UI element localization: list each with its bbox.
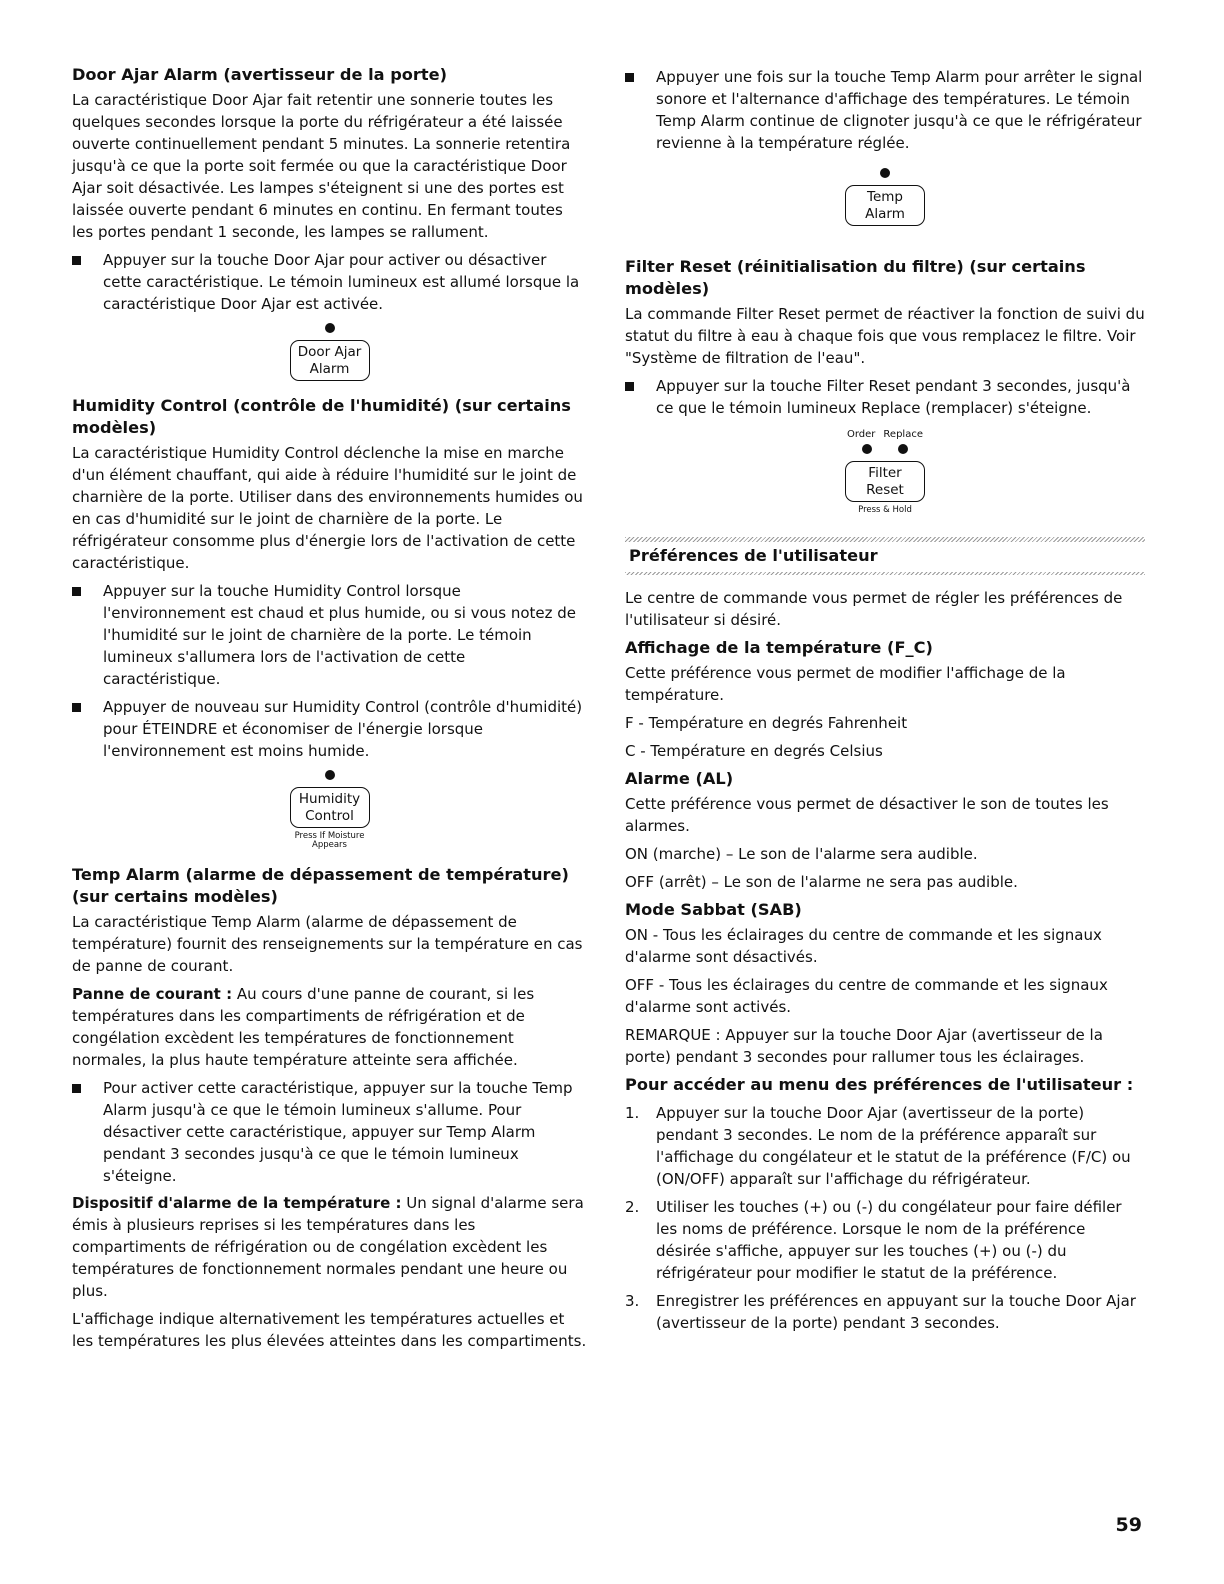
power-failure-text: Au cours d'une panne de courant, si les températures dans les compartiments de réfrigération et de congélation excèdent les températures de fonctionnement normales, la plus haute température atteinte sera affichée. — [72, 985, 535, 1069]
alarm-off: OFF (arrêt) – Le son de l'alarme ne sera pas audible. — [625, 873, 1018, 891]
filter-reset-heading: Filter Reset (réinitialisation du filtre) (sur certains modèles) — [625, 257, 1086, 298]
alarm-on: ON (marche) – Le son de l'alarme sera audible. — [625, 845, 978, 863]
page-number: 59 — [1115, 1514, 1142, 1536]
order-indicator-light — [862, 444, 872, 454]
temp-alarm-device-paragraph — [72, 1192, 587, 1302]
access-step — [625, 1196, 1145, 1284]
left-column — [72, 64, 587, 1358]
sabbath-off: OFF - Tous les éclairages du centre de commande et les signaux d'alarme sont activés. — [625, 976, 1108, 1016]
temp-alarm-indicator-light — [880, 168, 890, 178]
temp-alarm-paragraph: La caractéristique Temp Alarm (alarme de dépassement de température) fournit des renseignements sur la température en cas de panne de courant. — [72, 913, 583, 975]
filter-reset-paragraph: La commande Filter Reset permet de réactiver la fonction de suivi du statut du filtre à eau à chaque fois que vous remplacez le filtre. Voir "Système de filtration de l'eau". — [625, 305, 1145, 367]
humidity-button-figure — [72, 770, 587, 850]
temp-alarm-stop-bullet: Appuyer une fois sur la touche Temp Alarm pour arrêter le signal sonore et l'alternance d'affichage des températures. Le témoin Temp Alarm continue de clignoter jusqu'à ce que le réfrigérateur revienne à la température réglée. — [625, 66, 1145, 154]
filter-reset-button-figure — [625, 429, 1145, 515]
access-step-text: Appuyer sur la touche Door Ajar (avertisseur de la porte) pendant 3 secondes. Le nom de la préférence apparaît sur l'affichage du congélateur et le statut de la préférence (F/C) ou (ON/OFF) apparaît sur l'affichage du réfrigérateur. — [656, 1104, 1131, 1188]
access-step-number: 2. — [625, 1198, 640, 1216]
alarm-paragraph: Cette préférence vous permet de désactiver le son de toutes les alarmes. — [625, 795, 1109, 835]
access-step-text: Utiliser les touches (+) ou (-) du congélateur pour faire défiler les noms de préférence. Lorsque le nom de la préférence désirée s'affiche, appuyer sur les touches (+) ou (-) du réfrigérateur pour modifier le statut de la préférence. — [656, 1198, 1122, 1282]
door-ajar-heading: Door Ajar Alarm (avertisseur de la porte) — [72, 65, 448, 84]
temp-display-f: F - Température en degrés Fahrenheit — [625, 714, 908, 732]
door-ajar-button-figure — [72, 323, 587, 381]
access-step — [625, 1290, 1145, 1334]
filter-reset-button: Filter Reset — [845, 461, 925, 502]
access-menu-heading: Pour accéder au menu des préférences de l'utilisateur : — [625, 1075, 1134, 1094]
temp-alarm-device-label: Dispositif d'alarme de la température : — [72, 1194, 402, 1212]
order-label: Order — [847, 429, 876, 440]
temp-display-heading: Affichage de la température (F_C) — [625, 638, 933, 657]
filter-reset-caption: Press & Hold — [858, 505, 912, 515]
sabbath-on: ON - Tous les éclairages du centre de commande et les signaux d'alarme sont désactivés. — [625, 926, 1102, 966]
humidity-indicator-light — [325, 770, 335, 780]
humidity-bullet-1: Appuyer sur la touche Humidity Control lorsque l'environnement est chaud et plus humide, ou si vous notez de l'humidité sur le joint de charnière de la porte. Le témoin lumineux s'allumera lors de l'activation de cette caractéristique. — [72, 580, 587, 690]
temp-display-paragraph: Cette préférence vous permet de modifier l'affichage de la température. — [625, 664, 1066, 704]
temp-alarm-bullet: Pour activer cette caractéristique, appuyer sur la touche Temp Alarm jusqu'à ce que le témoin lumineux s'allume. Pour désactiver cette caractéristique, appuyer sur Temp Alarm pendant 3 secondes jusqu'à ce que le témoin lumineux s'éteigne. — [72, 1077, 587, 1187]
temp-alarm-button: Temp Alarm — [845, 185, 925, 226]
preferences-section-band — [625, 537, 1145, 575]
preferences-intro: Le centre de commande vous permet de régler les préférences de l'utilisateur si désiré. — [625, 589, 1123, 629]
door-ajar-bullet: Appuyer sur la touche Door Ajar pour activer ou désactiver cette caractéristique. Le témoin lumineux est allumé lorsque la caractéristique Door Ajar est activée. — [72, 249, 587, 315]
power-failure-paragraph — [72, 983, 587, 1071]
temp-alarm-button-figure — [625, 168, 1145, 226]
preferences-section-title: Préférences de l'utilisateur — [629, 546, 878, 565]
humidity-button-caption: Press If Moisture Appears — [294, 831, 365, 850]
filter-led-labels — [625, 429, 1145, 441]
temp-alarm-device-text: Un signal d'alarme sera émis à plusieurs reprises si les températures dans les compartiments de réfrigération ou de congélation excèdent les températures de fonctionnement normales pendant une heure ou plus. — [72, 1194, 584, 1300]
humidity-heading: Humidity Control (contrôle de l'humidité) (sur certains modèles) — [72, 396, 571, 437]
replace-label: Replace — [883, 429, 923, 440]
humidity-bullet-2: Appuyer de nouveau sur Humidity Control (contrôle d'humidité) pour ÉTEINDRE et économiser de l'énergie lorsque l'environnement est moins humide. — [72, 696, 587, 762]
access-step-number: 1. — [625, 1104, 640, 1122]
power-failure-label: Panne de courant : — [72, 985, 233, 1003]
sabbath-note — [625, 1024, 1145, 1068]
temp-display-c: C - Température en degrés Celsius — [625, 742, 883, 760]
sabbath-note-text: Appuyer sur la touche Door Ajar (avertisseur de la porte) pendant 3 secondes pour rallumer tous les éclairages. — [625, 1026, 1103, 1066]
right-column — [625, 64, 1145, 1339]
door-ajar-indicator-light — [325, 323, 335, 333]
humidity-paragraph: La caractéristique Humidity Control déclenche la mise en marche d'un élément chauffant, qui aide à réduire l'humidité sur le joint de charnière de la porte. Utiliser dans des environnements humides ou en cas d'humidité sur le joint de charnière de la porte. Le réfrigérateur consomme plus d'énergie lors de l'activation de cette caractéristique. — [72, 444, 583, 572]
filter-reset-bullet: Appuyer sur la touche Filter Reset pendant 3 secondes, jusqu'à ce que le témoin lumineux Replace (remplacer) s'éteigne. — [625, 375, 1145, 419]
sabbath-heading: Mode Sabbat (SAB) — [625, 900, 802, 919]
temp-alarm-heading: Temp Alarm (alarme de dépassement de température) (sur certains modèles) — [72, 865, 569, 906]
door-ajar-alarm-button: Door Ajar Alarm — [290, 340, 370, 381]
access-step-text: Enregistrer les préférences en appuyant sur la touche Door Ajar (avertisseur de la porte) pendant 3 secondes. — [656, 1292, 1136, 1332]
sabbath-note-label: REMARQUE : — [625, 1026, 721, 1044]
humidity-control-button: Humidity Control — [290, 787, 370, 828]
replace-indicator-light — [898, 444, 908, 454]
alarm-heading: Alarme (AL) — [625, 769, 734, 788]
temp-alarm-display-paragraph: L'affichage indique alternativement les températures actuelles et les températures les plus élevées atteintes dans les compartiments. — [72, 1310, 587, 1350]
access-step — [625, 1102, 1145, 1190]
access-step-number: 3. — [625, 1292, 640, 1310]
door-ajar-paragraph: La caractéristique Door Ajar fait retentir une sonnerie toutes les quelques secondes lorsque la porte du réfrigérateur a été laissée ouverte continuellement pendant 5 minutes. La sonnerie retentira jusqu'à ce que la porte soit fermée ou que la caractéristique Door Ajar soit désactivée. Les lampes s'éteignent si une des portes est laissée ouverte pendant 6 minutes en continu. En fermant toutes les portes pendant 1 seconde, les lampes se rallument. — [72, 91, 571, 241]
